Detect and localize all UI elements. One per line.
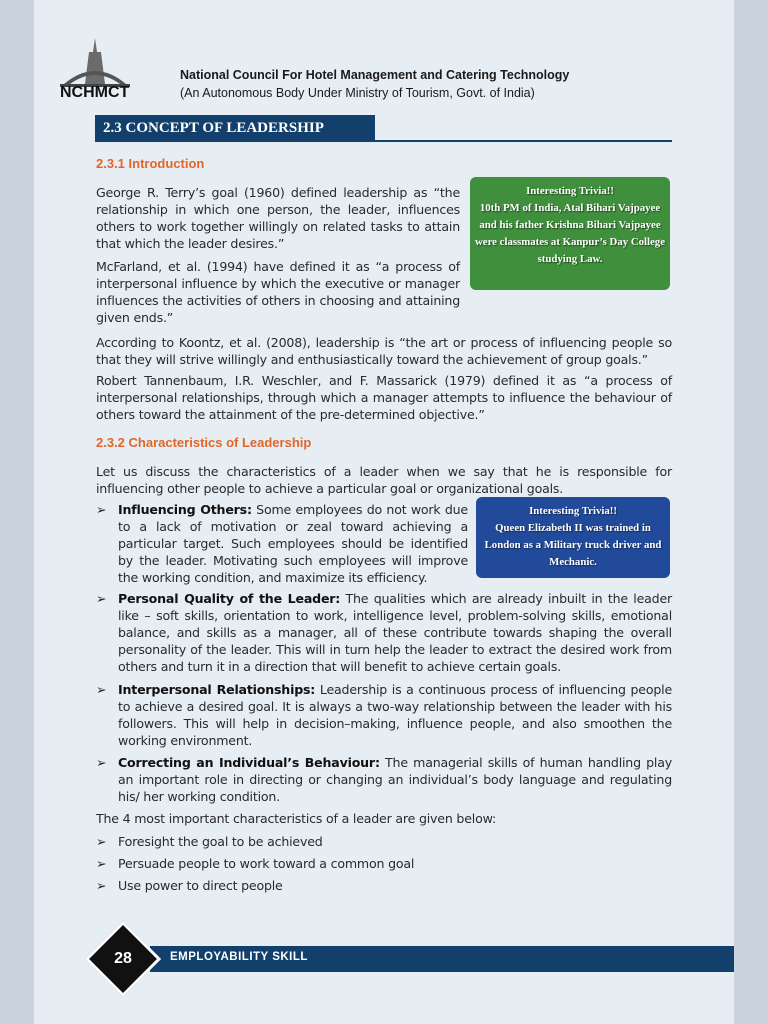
intro-paragraph-4: Robert Tannenbaum, I.R. Weschler, and F. Massarick (1979) defined it as “a process of interpersonal relationships, through which a manager attempts to influence the behaviour of others toward the attainment of the pre-determined objective.” xyxy=(96,373,672,422)
list-item-text: Persuade people to work toward a common goal xyxy=(118,856,415,871)
list-item-text: Use power to direct people xyxy=(118,878,283,893)
arrow-bullet-icon: ➢ xyxy=(96,856,107,871)
item-text: Leadership is a continuous process of influencing people to achieve a desired goal. It is always a two-way relationship between the leader with his followers. This will help in decision–making, influence people, and also smoothen the working environment. xyxy=(118,682,673,748)
list-item xyxy=(96,681,672,749)
page-number: 28 xyxy=(114,950,132,967)
section-divider xyxy=(375,140,672,142)
item-text: The qualities which are already inbuilt in the leader like – soft skills, orientation to work, intelligence level, problem-solving skills, emotional balance, and skills as a manager, all of these contribute towards shaping the overall personality of the leader. This will in turn help the leader to extract the desired work from others and turn it in a direction that will benefit to achieve certain goals. xyxy=(118,591,672,674)
section-title: 2.3 CONCEPT OF LEADERSHIP xyxy=(95,115,375,142)
item-label: Personal Quality of the Leader: xyxy=(118,591,341,606)
item-text: The managerial skills of human handling play an important role in directing or changing an individual’s body language and regulating his/ her working condition. xyxy=(118,755,672,804)
org-subtitle: (An Autonomous Body Under Ministry of Tourism, Govt. of India) xyxy=(180,86,535,100)
trivia-box-vajpayee xyxy=(470,177,670,290)
heading-introduction: 2.3.1 Introduction xyxy=(96,156,205,171)
arrow-bullet-icon: ➢ xyxy=(96,682,107,697)
arrow-bullet-icon: ➢ xyxy=(96,502,107,517)
arrow-bullet-icon: ➢ xyxy=(96,755,107,770)
item-label: Influencing Others: xyxy=(118,502,252,517)
footer-label: EMPLOYABILITY SKILL xyxy=(170,951,308,963)
trivia-body: 10th PM of India, Atal Bihari Vajpayee and his father Krishna Bihari Vajpayee were classmates at Kanpur’s Day College studying Law. xyxy=(474,202,665,265)
list-item xyxy=(96,590,672,675)
characteristics-intro: Let us discuss the characteristics of a leader when we say that he is responsible for influencing other people to achieve a particular goal or organizational goals. xyxy=(96,464,672,496)
trivia-title: Interesting Trivia!! xyxy=(529,505,617,517)
list-item xyxy=(96,501,468,586)
intro-paragraph-3: According to Koontz, et al. (2008), leadership is “the art or process of influencing people so that they will strive willingly and enthusiastically toward the achievement of group goals.” xyxy=(96,335,672,367)
intro-paragraph-1: George R. Terry’s goal (1960) defined leadership as “the relationship in which one person, the leader, influences others to work together willingly on related tasks to attain that which the leader desires.” xyxy=(96,185,460,251)
arrow-bullet-icon: ➢ xyxy=(96,834,107,849)
characteristics-summary: The 4 most important characteristics of a leader are given below: xyxy=(96,811,497,826)
item-label: Interpersonal Relationships: xyxy=(118,682,316,697)
list-item xyxy=(96,877,672,894)
list-item xyxy=(96,833,672,850)
org-name: National Council For Hotel Management and Catering Technology xyxy=(180,68,570,82)
arrow-bullet-icon: ➢ xyxy=(96,591,107,606)
list-item-text: Foresight the goal to be achieved xyxy=(118,834,323,849)
heading-characteristics: 2.3.2 Characteristics of Leadership xyxy=(96,435,312,450)
intro-paragraph-2: McFarland, et al. (1994) have defined it as “a process of interpersonal influence by which the executive or manager influences the activities of others in choosing and attaining given ends.” xyxy=(96,259,460,325)
trivia-box-queen-elizabeth xyxy=(476,497,670,578)
item-label: Correcting an Individual’s Behaviour: xyxy=(118,755,380,770)
list-item xyxy=(96,754,672,805)
logo-text: NCHMCT xyxy=(60,84,130,101)
list-item xyxy=(96,855,672,872)
item-text: Some employees do not work due to a lack of motivation or zeal toward achieving a particular target. Such employees should be identified by the leader. Motivating such employees will improve the working condition, and maximize its efficiency. xyxy=(118,502,468,585)
arrow-bullet-icon: ➢ xyxy=(96,878,107,893)
trivia-body: Queen Elizabeth II was trained in London as a Military truck driver and Mechanic. xyxy=(484,522,662,568)
trivia-title: Interesting Trivia!! xyxy=(526,185,614,197)
